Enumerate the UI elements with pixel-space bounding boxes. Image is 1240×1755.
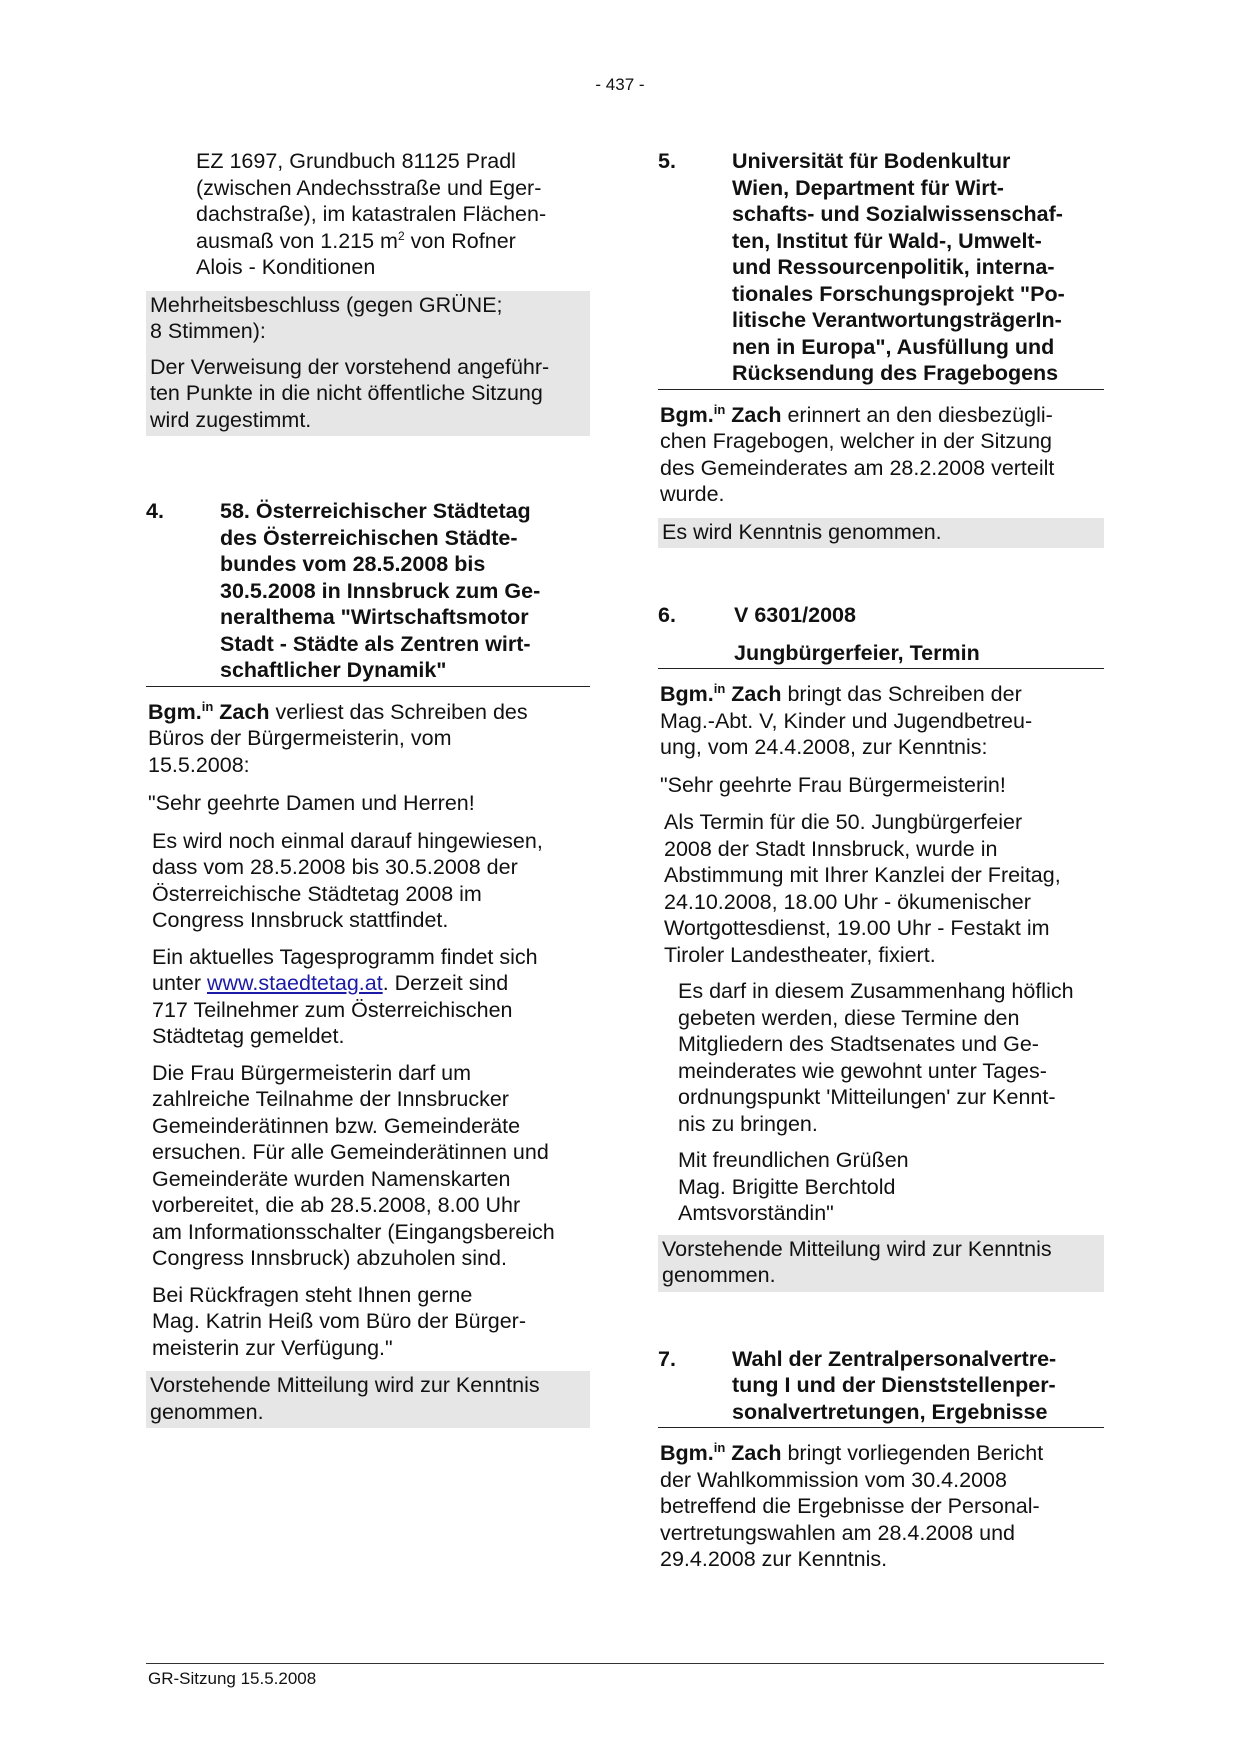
footer-text: GR-Sitzung 15.5.2008 [148, 1669, 317, 1688]
item-4-heading [146, 498, 590, 687]
speaker: Bgm.$^{in}$ Zach [660, 401, 782, 427]
right-column [658, 148, 1104, 1573]
item-5-intro: Bgm.$^{in}$ Zach erinnert an den diesbezügli- chen Fragebogen, welcher in der Sitzung des Gemeinderates am 28.2.2008 verteilt wurde. [660, 401, 1055, 506]
footer-divider [146, 1663, 1104, 1664]
item-title: Wahl der Zentralpersonalvertre- tung I und der Dienststellenper- sonalvertretungen, Ergebnisse [732, 1346, 1057, 1424]
decision-box-5: Es wird Kenntnis genommen. [658, 518, 1104, 549]
item-6-intro: Bgm.$^{in}$ Zach bringt das Schreiben der Mag.-Abt. V, Kinder und Jugendbetreu- ung, vom 24.4.2008, zur Kenntnis: "Sehr geehrte Frau Bürgermeisterin! [658, 681, 1104, 798]
item-number: 4. [146, 499, 164, 523]
item-code: V 6301/2008 [734, 603, 856, 627]
item-7-heading [658, 1346, 1104, 1429]
speaker: Bgm.$^{in}$ Zach [148, 698, 270, 724]
item-5-heading [658, 148, 1104, 390]
left-column [146, 148, 590, 1428]
item-7-intro: Bgm.$^{in}$ Zach bringt vorliegenden Bericht der Wahlkommission vom 30.4.2008 betreffend die Ergebnisse der Personal- vertretungswahlen am 28.4.2008 und 29.4.2008 zur Kenntnis. [660, 1439, 1044, 1571]
item-4-intro: Bgm.$^{in}$ Zach verliest das Schreiben des Büros der Bürgermeisterin, vom 15.5.2008: "Sehr geehrte Damen und Herren! [146, 699, 590, 817]
item-title: Universität für Bodenkultur Wien, Department für Wirt- schafts- und Sozialwissenschaf- ten, Institut für Wald-, Umwelt- und Ressourcenpolitik, interna- tionales Forschungsprojekt "Po- litische VerantwortungsträgerIn- nen in Europa", Ausfüllung und Rücksendung des Fragebogens [732, 149, 1065, 385]
salutation: "Sehr geehrte Frau Bürgermeisterin! [660, 772, 1006, 797]
staedtetag-link[interactable]: www.staedtetag.at [207, 971, 383, 995]
letter-text: Es wird noch einmal darauf hingewiesen, dass vom 28.5.2008 bis 30.5.2008 der Österreichische Städtetag 2008 im Congress Innsbruck stattfindet. Ein aktuelles Tagesprogramm findet sich unter www.staedtetag.at. Derzeit sind 717 Teilnehmer zum Österreichischen Städtetag gemeldet. Die Frau Bürgermeisterin darf um zahlreiche Teilnahme der Innsbrucker Gemeinderätinnen bzw. Gemeinderäte ersuchen. Für alle Gemeinderätinnen und Gemeinderäte wurden Namenskarten vorbereitet, die ab 28.5.2008, 8.00 Uhr am Informationsschalter (Eingangsbereich Congress Innsbruck) abzuholen sind. Bei Rückfragen steht Ihnen gerne Mag. Katrin Heiß vom Büro der Bürger- meisterin zur Verfügung." [152, 828, 555, 1360]
item-number: 5. [658, 149, 676, 173]
item-6-subtitle: Jungbürgerfeier, Termin [658, 640, 1104, 670]
item-number: 7. [658, 1346, 676, 1371]
speaker: Bgm.$^{in}$ Zach [660, 680, 782, 706]
decision-box-4: Vorstehende Mitteilung wird zur Kenntnis genommen. [146, 1371, 590, 1428]
salutation: "Sehr geehrte Damen und Herren! [148, 791, 475, 815]
letter-text: Als Termin für die 50. Jungbürgerfeier 2008 der Stadt Innsbruck, wurde in Abstimmung mit Ihrer Kanzlei der Freitag, 24.10.2008, 18.00 Uhr - ökumenischer Wortgottesdienst, 19.00 Uhr - Festakt im Tiroler Landestheater, fixiert. Es darf in diesem Zusammenhang höflich gebeten werden, diese Termine den Mitgliedern des Stadtsenates und Ge- meinderates wie gewohnt unter Tages- ordnungspunkt 'Mitteilungen' zur Kennt- nis zu bringen. Mit freundlichen Grüßen Mag. Brigitte Berchtold Amtsvorständin" [664, 810, 1074, 1225]
page-number: - 437 - [595, 75, 645, 94]
item-title: 58. Österreichischer Städtetag des Österreichischen Städte- bundes vom 28.5.2008 bis 30.5.2008 in Innsbruck zum Ge- neralthema "Wirtschaftsmotor Stadt - Städte als Zentren wirt- schaftlicher Dynamik" [220, 499, 541, 682]
continuation-text: EZ 1697, Grundbuch 81125 Pradl (zwischen Andechsstraße und Eger- dachstraße), im katastralen Flächen- ausmaß von 1.215 $m^2$ von Rofner Alois - Konditionen [196, 149, 547, 279]
decision-box-6: Vorstehende Mitteilung wird zur Kenntnis genommen. [658, 1235, 1104, 1292]
item-number: 6. [658, 603, 676, 627]
item-6-heading [658, 602, 1104, 629]
speaker: Bgm.$^{in}$ Zach [660, 1439, 782, 1465]
decision-box-1: Mehrheitsbeschluss (gegen GRÜNE; 8 Stimmen): Der Verweisung der vorstehend angeführ- ten Punkte in die nicht öffentliche Sitzung wird zugestimmt. [146, 291, 590, 437]
